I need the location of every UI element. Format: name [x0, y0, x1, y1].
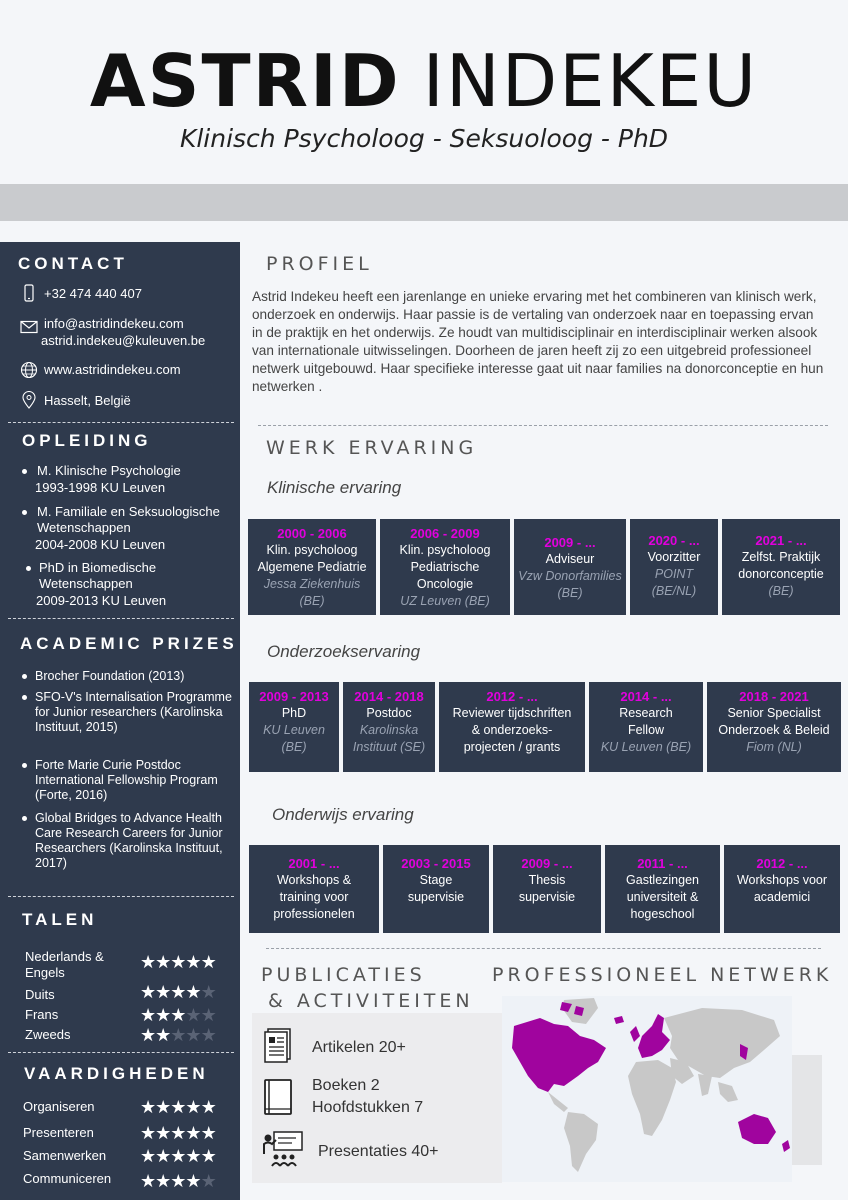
skill-name: Samenwerken	[23, 1148, 107, 1163]
card-place: (BE)	[557, 586, 583, 600]
star-filled-icon: ★	[140, 1025, 156, 1045]
card-year: 2018 - 2021	[739, 689, 809, 704]
star-filled-icon: ★	[185, 1171, 201, 1191]
map-region-southeast-asia	[718, 1082, 738, 1102]
map-region-central-america	[548, 1092, 568, 1112]
skill-name: Communiceren	[23, 1171, 112, 1186]
card-year: 2011 - ...	[637, 856, 688, 871]
teaching-card-2	[383, 845, 489, 933]
languages-title: TALEN	[22, 910, 98, 929]
star-filled-icon: ★	[170, 1146, 186, 1166]
star-filled-icon: ★	[185, 952, 201, 972]
card-place: KU Leuven	[263, 723, 325, 737]
education-degree-1: M. Klinische Psychologie	[37, 463, 181, 478]
contact-title: CONTACT	[18, 254, 128, 273]
divider	[8, 1052, 234, 1053]
card-year: 2009 - 2013	[259, 689, 329, 704]
card-place: POINT	[654, 567, 694, 581]
star-filled-icon: ★	[170, 952, 186, 972]
card-role: Algemene Pediatrie	[257, 560, 367, 574]
card-role: Thesis	[528, 873, 566, 887]
card-place: Karolinska	[359, 723, 419, 737]
education-detail-1: 1993-1998 KU Leuven	[35, 480, 166, 495]
star-filled-icon: ★	[140, 952, 156, 972]
map-region-iceland	[614, 1016, 624, 1024]
card-role: Senior Specialist	[727, 706, 821, 720]
star-filled-icon: ★	[155, 952, 171, 972]
bullet	[22, 510, 27, 515]
card-role: Pediatrische	[410, 560, 480, 574]
star-filled-icon: ★	[200, 952, 216, 972]
language-rating	[140, 952, 216, 972]
phone-icon	[20, 284, 38, 302]
card-place: KU Leuven (BE)	[600, 740, 692, 754]
divider	[266, 948, 821, 949]
card-role: academici	[753, 890, 811, 904]
language-rating	[140, 982, 216, 1002]
prize-4: Global Bridges to Advance Health Care Research Careers for Junior Researchers (Karolinska Instituut, 2017)	[35, 811, 223, 870]
articles-icon	[262, 1027, 294, 1065]
research-card-2	[343, 682, 435, 772]
prizes-title: ACADEMIC PRIZES	[20, 634, 238, 653]
star-filled-icon: ★	[155, 1005, 171, 1025]
network-title: PROFESSIONEEL NETWERK	[492, 964, 833, 986]
sidebar	[0, 242, 240, 1200]
education-detail-2: 2004-2008 KU Leuven	[35, 537, 166, 552]
publications-title: PUBLICATIES	[261, 964, 426, 986]
star-filled-icon: ★	[185, 1097, 201, 1117]
star-filled-icon: ★	[185, 1146, 201, 1166]
skills-title: VAARDIGHEDEN	[24, 1064, 209, 1083]
star-filled-icon: ★	[140, 1146, 156, 1166]
language-name: Frans	[25, 1007, 59, 1022]
star-empty-icon: ★	[200, 982, 216, 1002]
clinical-card-3	[514, 519, 626, 615]
map-region-north-america	[512, 1018, 606, 1092]
research-title: Onderzoekservaring	[267, 642, 421, 661]
prize-2: SFO-V's Internalisation Programme for Junior researchers (Karolinska Instituut, 2015)	[35, 690, 232, 734]
education-degree-3: PhD in Biomedische Wetenschappen	[39, 560, 157, 591]
research-card-5	[707, 682, 841, 772]
star-filled-icon: ★	[200, 1123, 216, 1143]
star-empty-icon: ★	[185, 1025, 201, 1045]
phone-number[interactable]: +32 474 440 407	[44, 286, 142, 301]
card-year: 2012 - ...	[486, 689, 538, 704]
card-role: Oncologie	[416, 577, 474, 591]
clinical-card-2	[380, 519, 510, 615]
card-role: Research	[619, 706, 673, 720]
card-place: (BE/NL)	[651, 584, 697, 598]
header-band	[0, 184, 848, 221]
card-role: Klin. psycholoog	[266, 543, 358, 557]
card-role: universiteit &	[626, 890, 699, 904]
location-pin-icon	[20, 391, 38, 409]
card-role: donorconceptie	[738, 567, 824, 581]
language-name: Zweeds	[25, 1027, 71, 1042]
star-filled-icon: ★	[170, 1097, 186, 1117]
skill-rating	[140, 1171, 216, 1191]
card-role: Onderzoek & Beleid	[718, 723, 830, 737]
globe-icon	[20, 361, 38, 379]
card-role: Zelfst. Praktijk	[741, 550, 821, 564]
teaching-card-5	[724, 845, 840, 933]
map-region-africa	[628, 1060, 676, 1136]
clinical-card-4	[630, 519, 718, 615]
card-role: & onderzoeks-	[471, 723, 553, 737]
card-place: (BE)	[281, 740, 307, 754]
bullet	[22, 469, 27, 474]
bullet	[22, 763, 27, 768]
clinical-card-1	[248, 519, 376, 615]
language-rating	[140, 1025, 216, 1045]
clinical-title: Klinische ervaring	[267, 478, 402, 497]
star-filled-icon: ★	[155, 1146, 171, 1166]
map-region-south-america	[564, 1112, 598, 1172]
bullet	[22, 816, 27, 821]
card-role: supervisie	[407, 890, 465, 904]
mail-icon	[20, 318, 38, 336]
card-place: Jessa Ziekenhuis	[263, 577, 361, 591]
card-role: Stage	[419, 873, 453, 887]
education-title: OPLEIDING	[22, 431, 152, 450]
card-role: hogeschool	[630, 907, 695, 921]
card-year: 2009 - ...	[521, 856, 573, 871]
articles-count: Artikelen 20+	[312, 1039, 406, 1056]
card-place: (BE)	[299, 594, 325, 608]
website-link[interactable]: www.astridindekeu.com	[44, 362, 181, 377]
job-title: Klinisch Psycholoog - Seksuoloog - PhD	[179, 124, 669, 153]
presentation-icon	[262, 1130, 306, 1168]
bullet	[26, 566, 31, 571]
card-place: Vzw Donorfamilies	[518, 569, 622, 583]
map-region-india	[698, 1074, 712, 1096]
skill-rating	[140, 1123, 216, 1143]
research-card-3	[439, 682, 585, 772]
card-year: 2001 - ...	[288, 856, 340, 871]
bullet	[22, 695, 27, 700]
book-icon	[262, 1078, 294, 1116]
teaching-title: Onderwijs ervaring	[272, 805, 414, 824]
research-card-1	[249, 682, 339, 772]
education-degree-2: M. Familiale en Seksuologische Wetenschappen	[37, 504, 220, 535]
star-filled-icon: ★	[185, 1123, 201, 1143]
card-year: 2014 - 2018	[354, 689, 424, 704]
card-role: professionelen	[273, 907, 355, 921]
card-place: Instituut (SE)	[352, 740, 426, 754]
divider	[8, 422, 234, 423]
star-filled-icon: ★	[155, 1171, 171, 1191]
card-role: Workshops &	[276, 873, 352, 887]
star-filled-icon: ★	[170, 1005, 186, 1025]
card-year: 2020 - ...	[648, 533, 700, 548]
map-region-australia	[738, 1114, 776, 1144]
card-year: 2000 - 2006	[277, 526, 347, 541]
card-role: Fellow	[627, 723, 665, 737]
star-filled-icon: ★	[200, 1146, 216, 1166]
prize-1: Brocher Foundation (2013)	[35, 669, 185, 683]
language-name: Duits	[25, 987, 55, 1002]
prize-3: Forte Marie Curie Postdoc International Fellowship Program (Forte, 2016)	[35, 758, 218, 802]
star-empty-icon: ★	[185, 1005, 201, 1025]
card-role: Klin. psycholoog	[399, 543, 491, 557]
card-place: (BE)	[768, 584, 794, 598]
card-role: Gastlezingen	[626, 873, 699, 887]
card-role: Workshops voor	[736, 873, 828, 887]
star-filled-icon: ★	[200, 1097, 216, 1117]
presentations-count: Presentaties 40+	[318, 1143, 439, 1160]
card-role: Postdoc	[366, 706, 412, 720]
last-name: INDEKEU	[422, 39, 759, 123]
card-role: PhD	[281, 706, 307, 720]
star-filled-icon: ★	[155, 1123, 171, 1143]
card-role: Adviseur	[545, 552, 595, 566]
card-year: 2006 - 2009	[410, 526, 480, 541]
star-filled-icon: ★	[140, 1171, 156, 1191]
card-place: UZ Leuven (BE)	[400, 594, 490, 608]
star-filled-icon: ★	[170, 1171, 186, 1191]
star-filled-icon: ★	[140, 982, 156, 1002]
first-name: ASTRID	[89, 39, 401, 123]
star-filled-icon: ★	[185, 982, 201, 1002]
skill-name: Organiseren	[23, 1099, 95, 1114]
skill-name: Presenteren	[23, 1125, 94, 1140]
card-year: 2021 - ...	[755, 533, 807, 548]
work-title: WERK ERVARING	[266, 437, 478, 459]
profile-text: Astrid Indekeu heeft een jarenlange en unieke ervaring met het combineren van klinisch werk, onderzoek en onderwijs. Haar passie is de vertaling van onderzoek naar en toepassing ervan in de praktijk en het onderwijs. Ze houdt van multidisciplinair en interdisciplinair werken alsook van internationale uitwisselingen. Doorheen de jaren heeft zij zo een uitgebreid professioneel netwerk uitgebouwd. Haar specifieke interesse gaat uit naar families na donorconceptie en hun netwerken .	[252, 289, 824, 394]
star-empty-icon: ★	[200, 1005, 216, 1025]
divider	[8, 618, 234, 619]
research-card-4	[589, 682, 703, 772]
map-region-uk	[630, 1026, 640, 1042]
card-role: Reviewer tijdschriften	[452, 706, 572, 720]
map-shadow	[790, 1055, 822, 1165]
divider	[8, 896, 234, 897]
teaching-card-4	[605, 845, 720, 933]
location: Hasselt, België	[44, 393, 131, 408]
publications-subtitle: & ACTIVITEITEN	[268, 990, 474, 1012]
star-filled-icon: ★	[140, 1097, 156, 1117]
teaching-card-3	[493, 845, 601, 933]
clinical-card-5	[722, 519, 840, 615]
profile-title: PROFIEL	[266, 253, 373, 275]
card-year: 2014 - ...	[620, 689, 672, 704]
star-filled-icon: ★	[155, 982, 171, 1002]
books-count: Boeken 2	[312, 1077, 380, 1094]
email-secondary[interactable]: astrid.indekeu@kuleuven.be	[41, 333, 206, 348]
star-filled-icon: ★	[140, 1123, 156, 1143]
star-empty-icon: ★	[200, 1171, 216, 1191]
card-year: 2009 - ...	[544, 535, 596, 550]
star-filled-icon: ★	[170, 982, 186, 1002]
education-detail-3: 2009-2013 KU Leuven	[36, 593, 167, 608]
card-year: 2003 - 2015	[401, 856, 471, 871]
skill-rating	[140, 1097, 216, 1117]
card-role: supervisie	[518, 890, 576, 904]
email-primary[interactable]: info@astridindekeu.com	[44, 316, 184, 331]
card-role: Voorzitter	[647, 550, 701, 564]
candidate-name	[0, 38, 848, 125]
world-map	[502, 996, 792, 1182]
bullet	[22, 674, 27, 679]
star-empty-icon: ★	[170, 1025, 186, 1045]
divider	[258, 425, 828, 426]
card-role: training voor	[279, 890, 349, 904]
star-filled-icon: ★	[155, 1025, 171, 1045]
language-name: Nederlands & Engels	[25, 949, 104, 980]
skill-rating	[140, 1146, 216, 1166]
map-region-new-zealand	[782, 1140, 790, 1152]
star-empty-icon: ★	[200, 1025, 216, 1045]
card-year: 2012 - ...	[756, 856, 808, 871]
language-rating	[140, 1005, 216, 1025]
card-place: Fiom (NL)	[746, 740, 802, 754]
chapters-count: Hoofdstukken 7	[312, 1099, 424, 1116]
card-role: projecten / grants	[463, 740, 561, 754]
star-filled-icon: ★	[155, 1097, 171, 1117]
star-filled-icon: ★	[140, 1005, 156, 1025]
star-filled-icon: ★	[170, 1123, 186, 1143]
teaching-card-1	[249, 845, 379, 933]
